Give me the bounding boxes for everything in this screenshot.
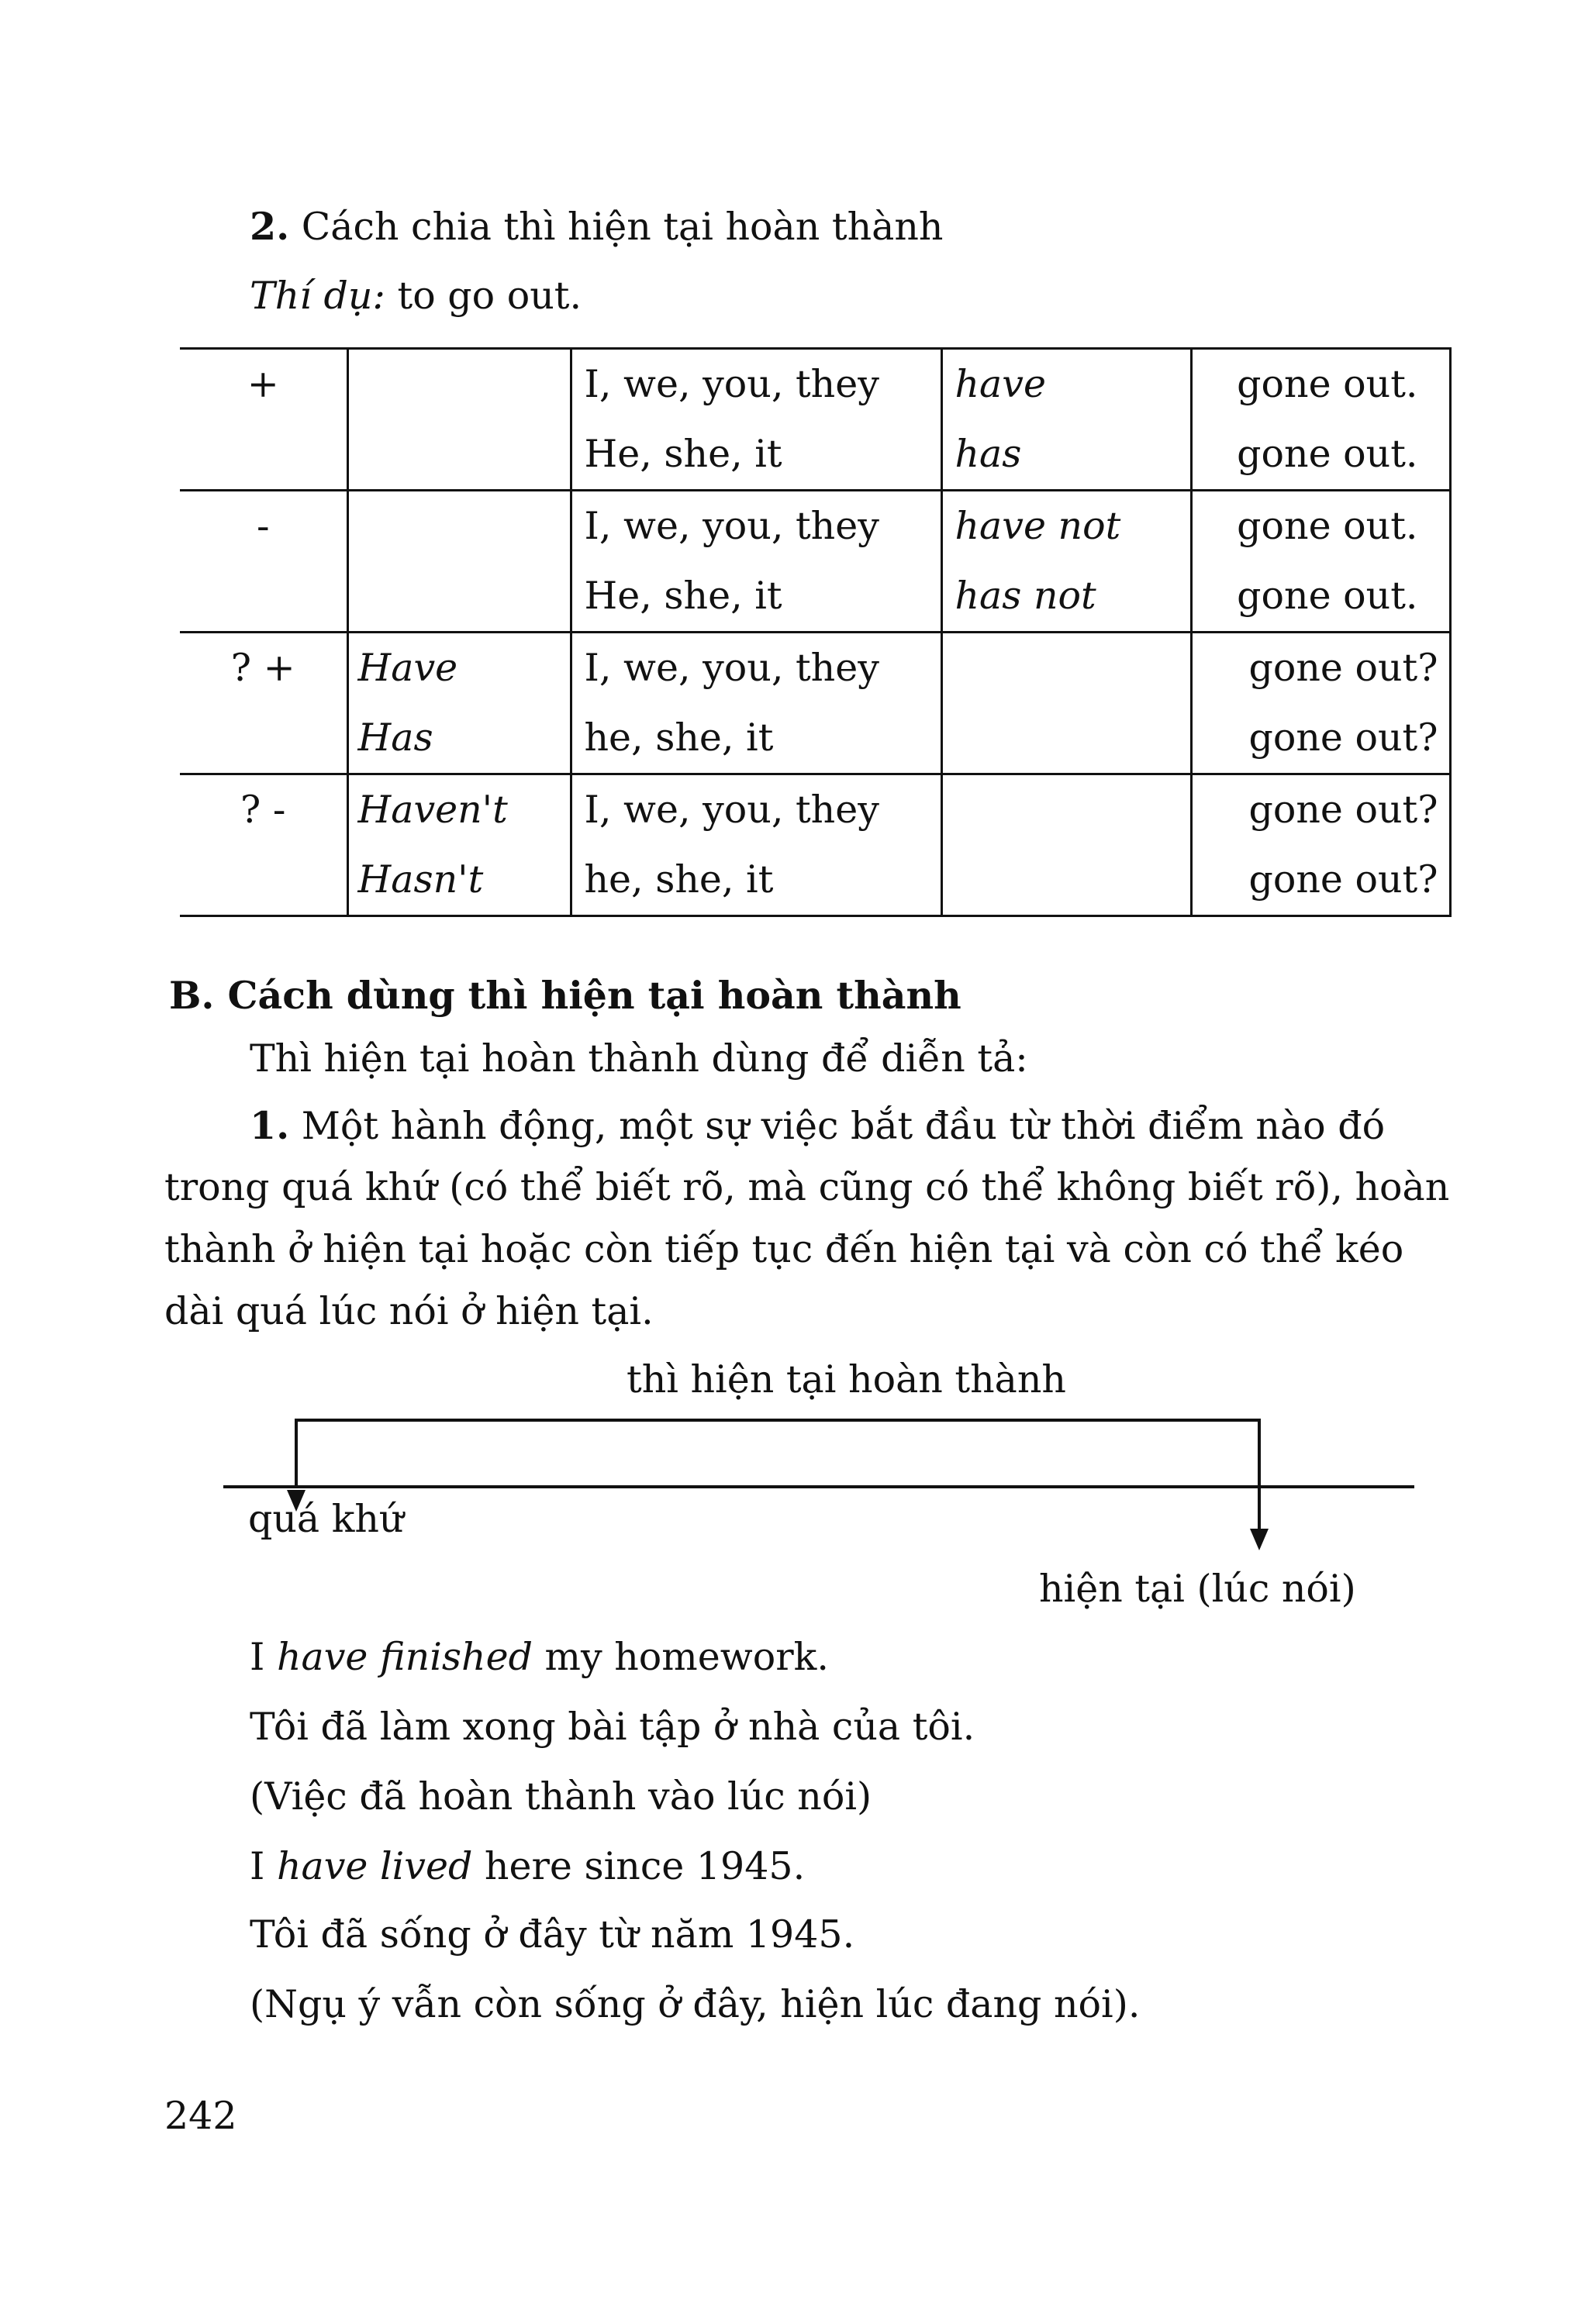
example-sentence: I have finished my homework.: [250, 1635, 829, 1679]
page-number: 242: [164, 2094, 237, 2138]
section-b-intro: Thì hiện tại hoàn thành dùng để diễn tả:: [250, 1036, 1028, 1081]
section-heading: 2. Cách chia thì hiện tại hoàn thành: [250, 204, 944, 249]
point1-line-4: dài quá lúc nói ở hiện tại.: [164, 1289, 654, 1333]
example-note: (Ngụ ý vẫn còn sống ở đây, hiện lúc đang nói).: [250, 1982, 1141, 2026]
example-sentence: I have lived here since 1945.: [250, 1844, 806, 1888]
section-b-heading: B. Cách dùng thì hiện tại hoàn thành: [169, 973, 961, 1018]
diagram-title: thì hiện tại hoàn thành: [627, 1357, 1066, 1402]
point1-line-3: thành ở hiện tại hoặc còn tiếp tục đến hiện tại và còn có thể kéo: [164, 1227, 1404, 1271]
example-translation: Tôi đã sống ở đây từ năm 1945.: [250, 1912, 855, 1957]
table-row-negative: - I, we, you, they He, she, it have not has not gone out. gone out.: [180, 491, 1450, 633]
table-row-affirmative: + I, we, you, they He, she, it have has gone out. gone out.: [180, 349, 1450, 491]
example-note: (Việc đã hoàn thành vào lúc nói): [250, 1774, 872, 1819]
past-label: quá khứ: [248, 1497, 404, 1541]
example-line: Thí dụ: to go out.: [250, 274, 582, 318]
present-arrow-icon: [1250, 1529, 1269, 1550]
point1-line-1: 1. Một hành động, một sự việc bắt đầu từ thời điểm nào đó: [250, 1103, 1386, 1148]
point1-line-2: trong quá khứ (có thể biết rõ, mà cũng có thể không biết rõ), hoàn: [164, 1165, 1450, 1209]
table-row-negative-question: ? - Haven't Hasn't I, we, you, they he, she, it gone out? gone out?: [180, 774, 1450, 916]
present-label: hiện tại (lúc nói): [1039, 1567, 1356, 1611]
table-row-question: ? + Have Has I, we, you, they he, she, it gone out? gone out?: [180, 633, 1450, 774]
example-translation: Tôi đã làm xong bài tập ở nhà của tôi.: [250, 1705, 975, 1749]
